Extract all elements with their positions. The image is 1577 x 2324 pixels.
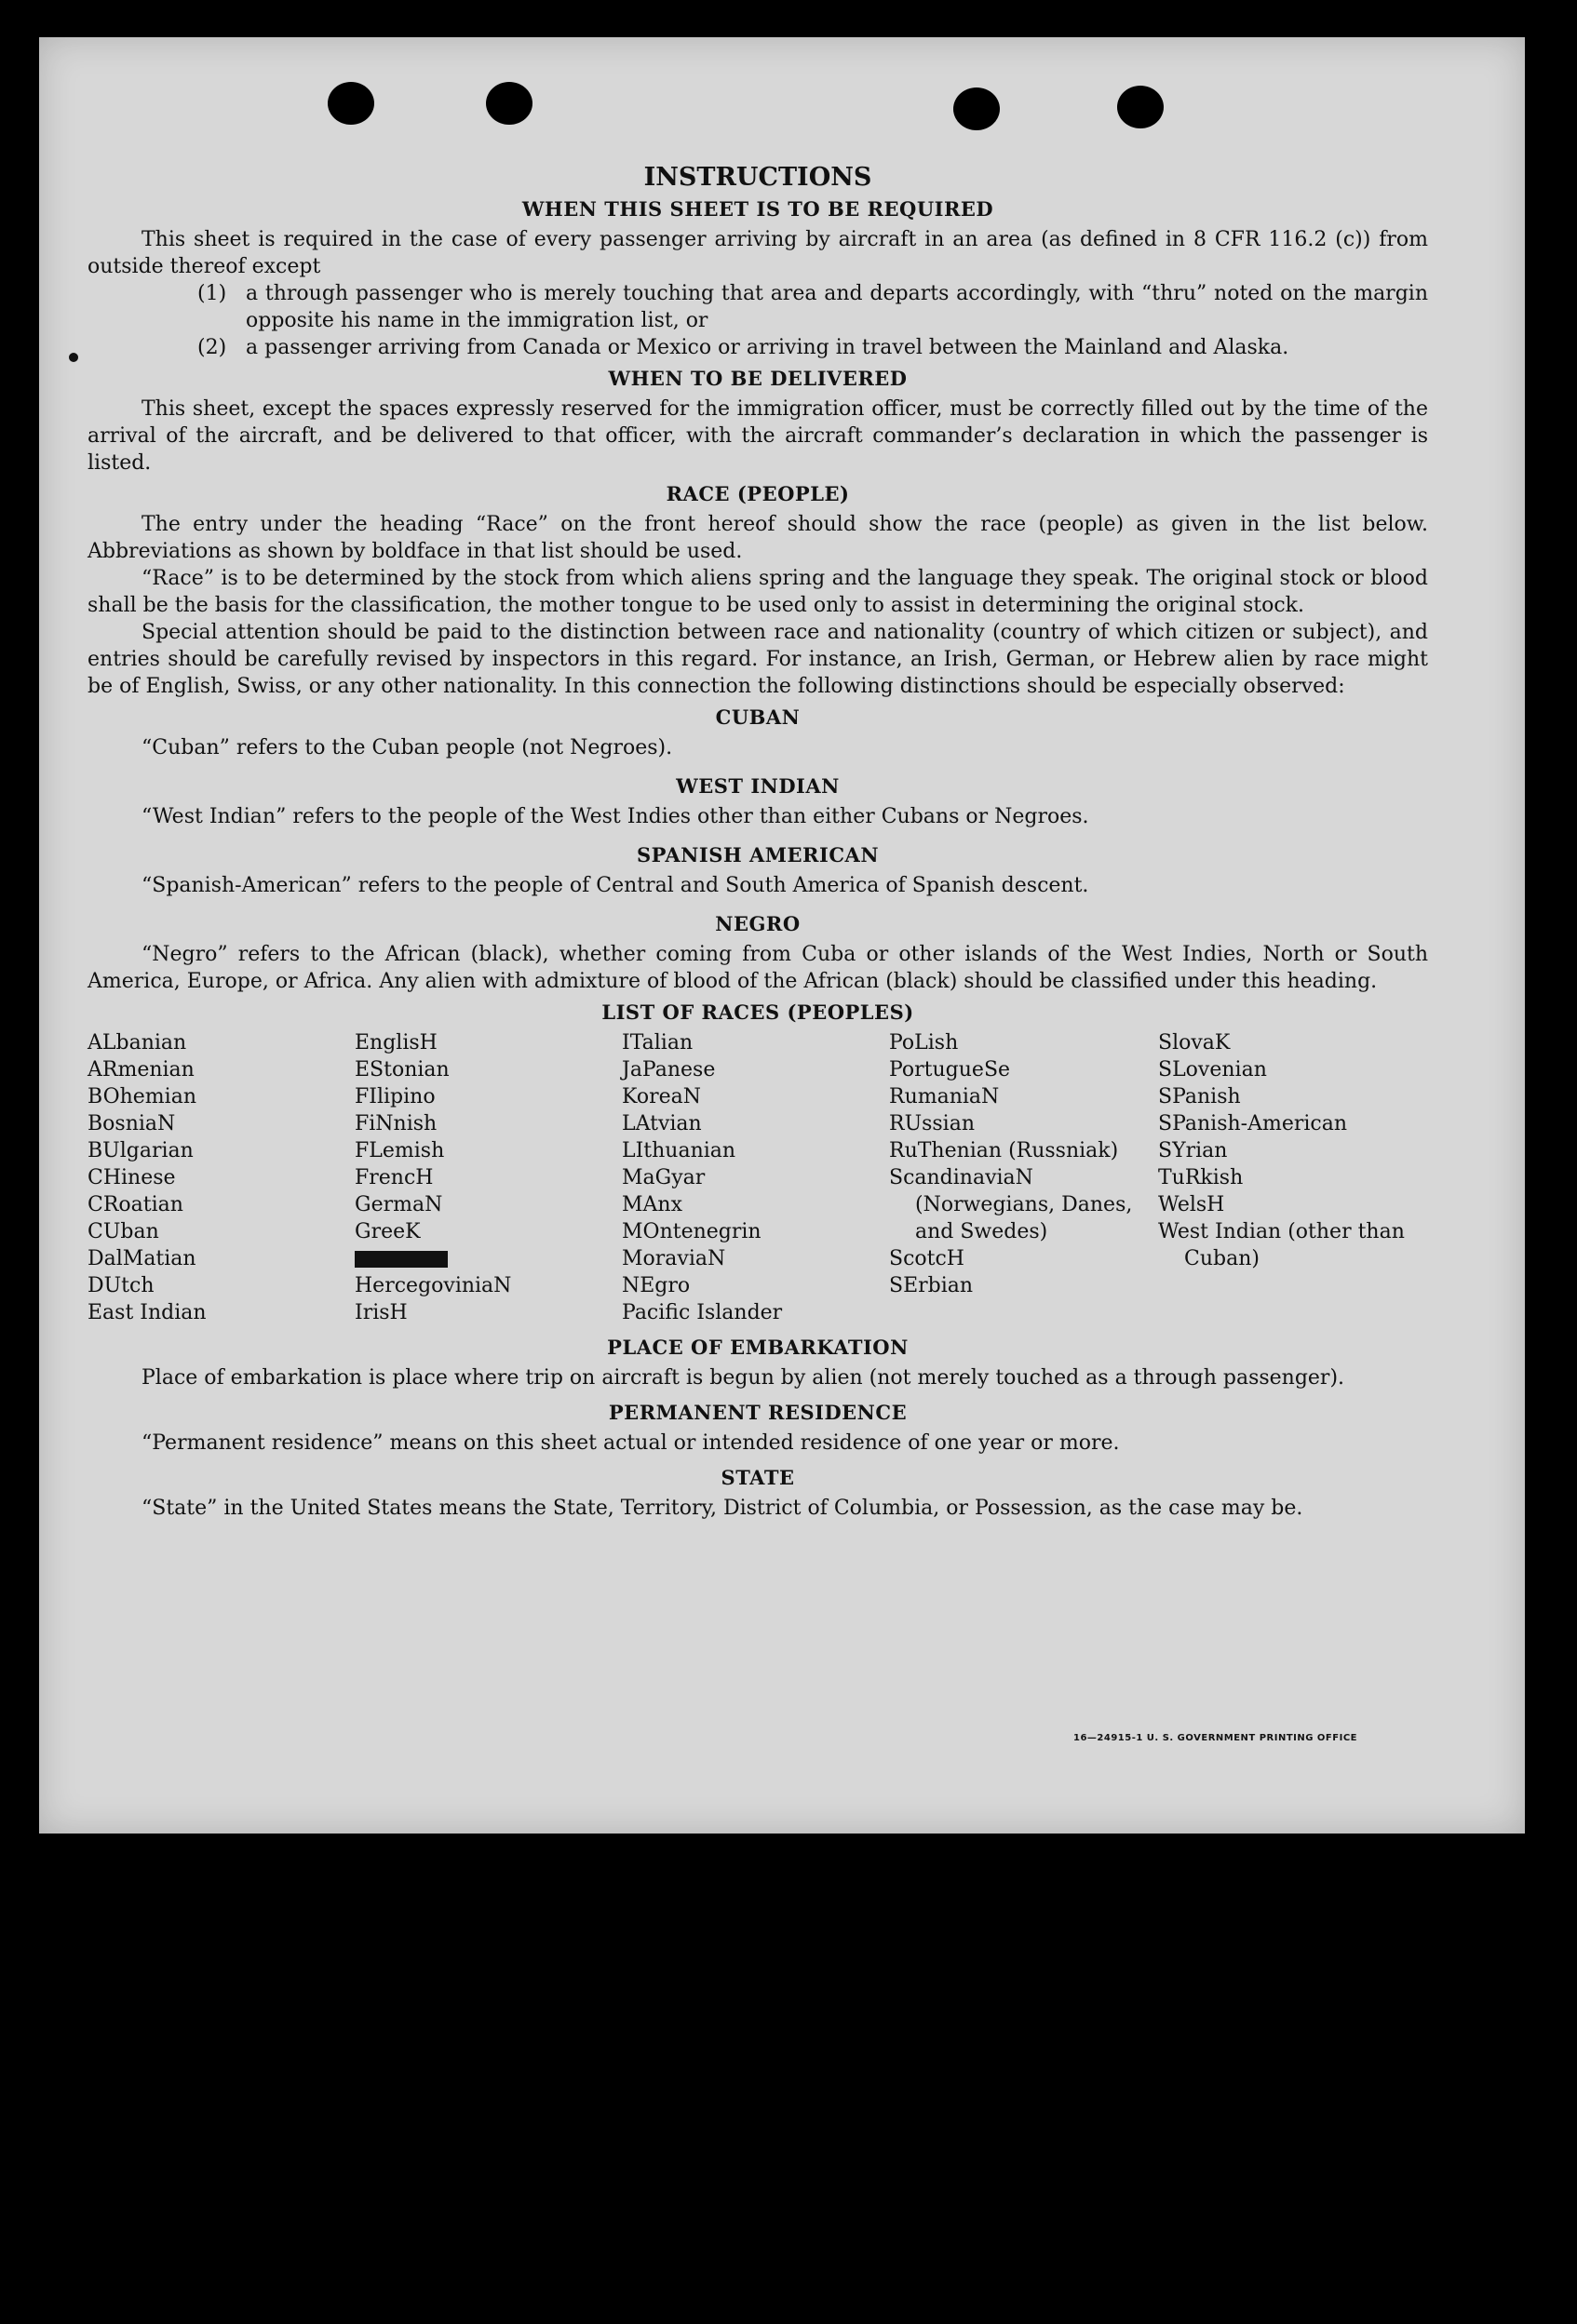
embarkation-text: Place of embarkation is place where trip on aircraft is begun by alien (not merely touched as a through passenger). — [142, 1366, 1345, 1390]
race-entry: SPanish — [1158, 1085, 1241, 1108]
punch-hole — [486, 82, 532, 125]
race-entry: West Indian (other than Cuban) — [1158, 1220, 1405, 1270]
race-entry: KoreaN — [622, 1085, 701, 1108]
race-entry: CRoatian — [88, 1193, 183, 1216]
race-entry: LAtvian — [622, 1112, 702, 1135]
instructions-content — [88, 163, 1428, 1522]
race-entry: ScandinaviaN (Norwegians, Danes, and Swedes) — [889, 1166, 1133, 1243]
race-entry: FiNnish — [355, 1112, 438, 1135]
races-column — [1158, 1029, 1428, 1326]
race-paragraph-2: “Race” is to be determined by the stock from which aliens spring and the language they speak. The original stock or blood shall be the basis for the classification, the mother tongue to be used only to assist in determining the original stock. — [88, 567, 1428, 617]
required-item-1 — [88, 280, 1428, 334]
race-entry: HercegoviniaN — [355, 1274, 512, 1297]
required-intro: This sheet is required in the case of every passenger arriving by aircraft in an area (as defined in 8 CFR 116.2 (c)) from outside thereof except — [88, 228, 1428, 278]
section-heading-embarkation: PLACE OF EMBARKATION — [607, 1336, 909, 1359]
race-paragraph-1: The entry under the heading “Race” on the front hereof should show the race (people) as given in the list below. Abbreviations as shown by boldface in that list should be used. — [88, 513, 1428, 563]
residence-text: “Permanent residence” means on this sheet actual or intended residence of one year or more. — [142, 1431, 1120, 1455]
document-sheet — [39, 37, 1525, 1834]
race-paragraph-3: Special attention should be paid to the distinction between race and nationality (country of which citizen or subject), and entries should be carefully revised by inspectors in this regard. For instance, an Irish, German, or Hebrew alien by race might be of English, Swiss, or any other nationality. In this connection the following distinctions should be especially observed: — [88, 621, 1428, 698]
races-column — [355, 1029, 622, 1326]
punch-hole — [953, 87, 1000, 130]
race-entry: Pacific Islander — [622, 1301, 783, 1324]
required-item-2 — [88, 334, 1428, 361]
race-entry: CHinese — [88, 1166, 176, 1189]
race-entry: MoraviaN — [622, 1247, 726, 1270]
state-text: “State” in the United States means the State, Territory, District of Columbia, or Possession, as the case may be. — [142, 1497, 1303, 1520]
race-entry: EnglisH — [355, 1031, 438, 1055]
delivered-text: This sheet, except the spaces expressly reserved for the immigration officer, must be correctly filled out by the time of the arrival of the aircraft, and be delivered to that officer, with the aircraft commander’s declaration in which the passenger is listed. — [88, 397, 1428, 475]
race-entry: SYrian — [1158, 1139, 1228, 1162]
races-list — [88, 1029, 1428, 1326]
race-entry: DalMatian — [88, 1247, 196, 1270]
item-text: a through passenger who is merely touching that area and departs accordingly, with “thru” noted on the margin opposite his name in the immigration list, or — [246, 282, 1428, 332]
race-entry: PoLish — [889, 1031, 959, 1055]
race-entry: JaPanese — [622, 1058, 716, 1081]
item-number: (1) — [197, 282, 227, 305]
race-entry: SlovaK — [1158, 1031, 1231, 1055]
race-entry: BosniaN — [88, 1112, 176, 1135]
section-heading-races-list: LIST OF RACES (PEOPLES) — [601, 1001, 914, 1024]
race-entry: SErbian — [889, 1274, 974, 1297]
page-title: INSTRUCTIONS — [643, 163, 872, 192]
race-entry: ITalian — [622, 1031, 694, 1055]
race-entry: FIlipino — [355, 1085, 436, 1108]
redaction-mark — [355, 1251, 448, 1268]
section-heading-spanish-american: SPANISH AMERICAN — [636, 843, 880, 866]
races-column — [88, 1029, 355, 1326]
section-heading-cuban: CUBAN — [715, 705, 801, 729]
race-entry: ALbanian — [88, 1031, 187, 1055]
race-entry: LIthuanian — [622, 1139, 736, 1162]
race-entry: ScotcH — [889, 1247, 964, 1270]
section-heading-delivered: WHEN TO BE DELIVERED — [608, 367, 908, 390]
race-entry: GreeK — [355, 1220, 421, 1243]
race-entry: NEgro — [622, 1274, 691, 1297]
item-number: (2) — [197, 336, 227, 359]
race-entry: PortugueSe — [889, 1058, 1011, 1081]
races-column — [889, 1029, 1158, 1326]
race-entry: ARmenian — [88, 1058, 195, 1081]
section-heading-required: WHEN THIS SHEET IS TO BE REQUIRED — [521, 197, 994, 221]
printing-office-code: 16—24915-1 U. S. GOVERNMENT PRINTING OFFICE — [1073, 1733, 1357, 1743]
race-entry: IrisH — [355, 1301, 408, 1324]
race-entry: MOntenegrin — [622, 1220, 762, 1243]
section-heading-west-indian: WEST INDIAN — [676, 774, 840, 798]
item-text: a passenger arriving from Canada or Mexico or arriving in travel between the Mainland and Alaska. — [246, 336, 1289, 359]
race-entry: MaGyar — [622, 1166, 706, 1189]
ink-speck — [69, 353, 78, 362]
section-heading-residence: PERMANENT RESIDENCE — [608, 1401, 908, 1424]
negro-text: “Negro” refers to the African (black), whether coming from Cuba or other islands of the West Indies, North or South America, Europe, or Africa. Any alien with admixture of blood of the African (black) should be classified under this heading. — [88, 943, 1428, 993]
race-entry: RumaniaN — [889, 1085, 1000, 1108]
section-heading-state: STATE — [721, 1466, 795, 1489]
race-entry: SLovenian — [1158, 1058, 1267, 1081]
race-entry: FLemish — [355, 1139, 445, 1162]
section-heading-race: RACE (PEOPLE) — [666, 482, 850, 505]
section-heading-negro: NEGRO — [715, 912, 801, 935]
race-entry: FrencH — [355, 1166, 434, 1189]
race-entry: RuThenian (Russniak) — [889, 1139, 1119, 1162]
race-entry: EStonian — [355, 1058, 450, 1081]
cuban-text: “Cuban” refers to the Cuban people (not Negroes). — [142, 736, 673, 759]
race-entry: CUban — [88, 1220, 159, 1243]
race-entry: East Indian — [88, 1301, 207, 1324]
spanish-american-text: “Spanish-American” refers to the people of Central and South America of Spanish descent. — [142, 874, 1089, 897]
race-entry: WelsH — [1158, 1193, 1225, 1216]
race-entry: DUtch — [88, 1274, 155, 1297]
west-indian-text: “West Indian” refers to the people of the West Indies other than either Cubans or Negroes. — [142, 805, 1089, 828]
punch-hole — [1117, 86, 1164, 128]
race-entry: BUlgarian — [88, 1139, 194, 1162]
race-entry: RUssian — [889, 1112, 976, 1135]
race-entry: SPanish-American — [1158, 1112, 1348, 1135]
races-column — [622, 1029, 889, 1326]
punch-hole — [328, 82, 374, 125]
redacted-entry — [355, 1245, 622, 1272]
race-entry: BOhemian — [88, 1085, 196, 1108]
race-entry: GermaN — [355, 1193, 443, 1216]
race-entry: MAnx — [622, 1193, 682, 1216]
race-entry: TuRkish — [1158, 1166, 1244, 1189]
